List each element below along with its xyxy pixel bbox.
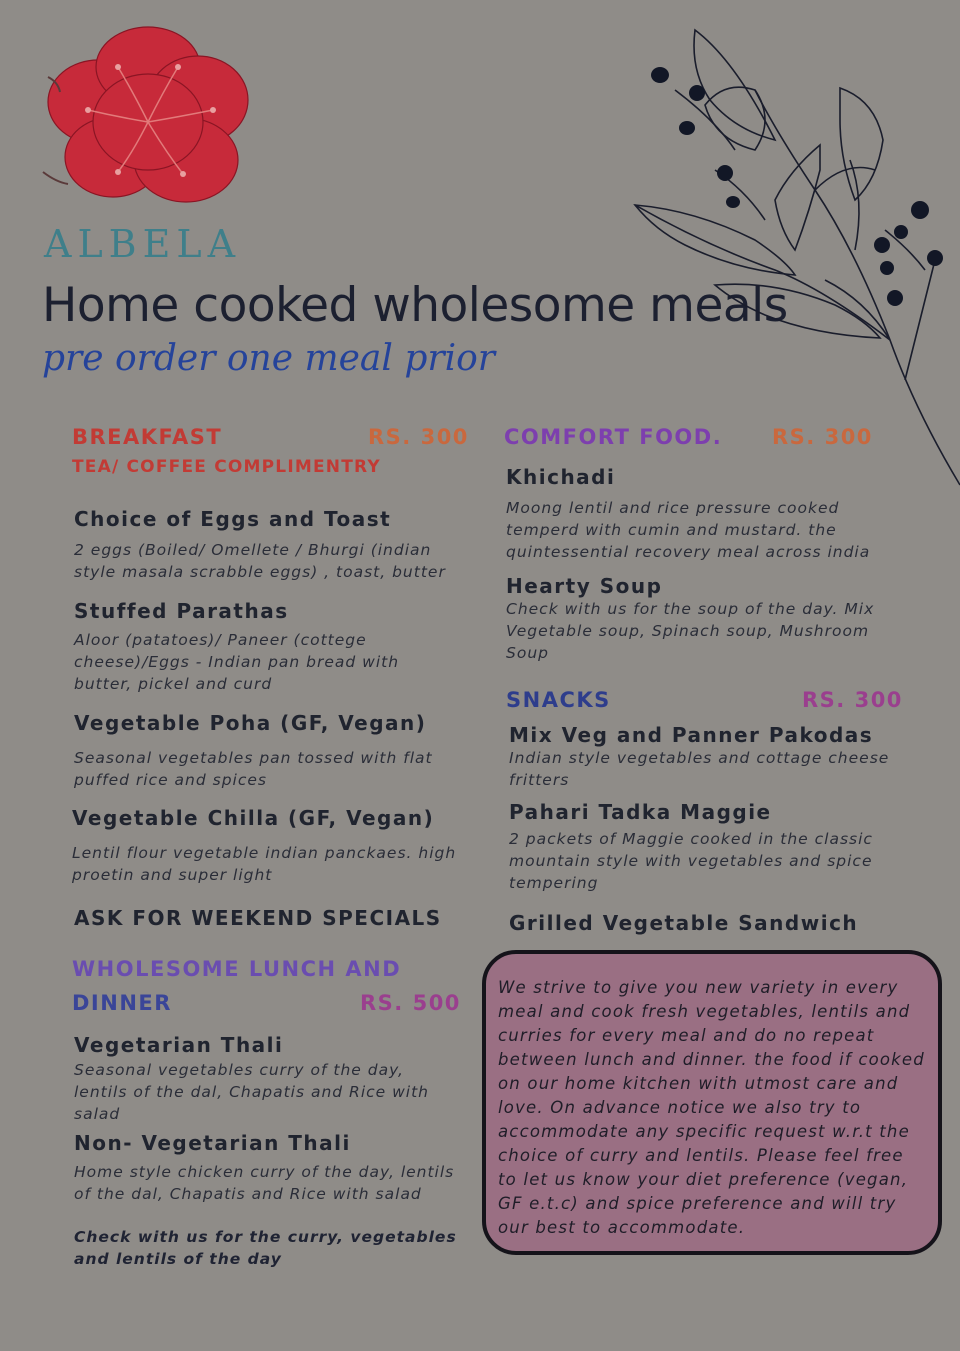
lunch-price: RS. 500 <box>360 991 461 1015</box>
desc-line: mountain style with vegetables and spice <box>509 852 873 870</box>
lunch-note <box>74 1226 474 1270</box>
desc-line: lentils of the dal, Chapatis and Rice with <box>74 1083 429 1101</box>
item-desc <box>74 747 469 791</box>
menu-item-grilled-sandwich: Grilled Vegetable Sandwich <box>509 911 859 935</box>
item-desc <box>509 747 929 791</box>
comfort-price: RS. 300 <box>772 425 873 449</box>
item-name: Pahari Tadka Maggie <box>509 800 772 824</box>
item-desc <box>74 629 469 695</box>
desc-line: quintessential recovery meal across india <box>506 543 871 561</box>
breakfast-price: RS. 300 <box>368 425 469 449</box>
desc-line: Soup <box>506 644 549 662</box>
desc-line: Vegetable soup, Spinach soup, Mushroom <box>506 622 870 640</box>
desc-line: 2 packets of Maggie cooked in the classic <box>509 830 873 848</box>
item-desc <box>72 842 472 886</box>
note-line: meal and cook fresh vegetables, lentils and <box>498 1002 911 1021</box>
item-name: Vegetable Poha (GF, Vegan) <box>74 711 427 735</box>
item-desc <box>74 1059 474 1125</box>
menu-item-vegetable-chilla <box>72 806 472 886</box>
note-line: curries for every meal and do no repeat <box>498 1026 875 1045</box>
desc-line: salad <box>74 1105 121 1123</box>
note-line: on our home kitchen with utmost care and <box>498 1074 899 1093</box>
menu-item-pahari-maggie <box>509 800 929 894</box>
rhododendron-logo-icon <box>38 22 258 217</box>
info-note-box <box>482 950 942 1255</box>
item-name: Non- Vegetarian Thali <box>74 1131 351 1155</box>
comfort-title: COMFORT FOOD. <box>504 425 723 449</box>
desc-line: style masala scrabble eggs) , toast, butter <box>74 563 446 581</box>
snacks-price: RS. 300 <box>802 688 903 712</box>
note-line: between lunch and dinner. the food if cooked <box>498 1050 925 1069</box>
note-text <box>498 976 928 1240</box>
desc-line: proetin and super light <box>72 866 273 884</box>
note-line: We strive to give you new variety in every <box>498 978 899 997</box>
note-line: love. On advance notice we also try to <box>498 1098 862 1117</box>
item-name: Stuffed Parathas <box>74 599 289 623</box>
note-line: and lentils of the day <box>74 1250 282 1268</box>
desc-line: 2 eggs (Boiled/ Omellete / Bhurgi (indian <box>74 541 432 559</box>
desc-line: fritters <box>509 771 570 789</box>
desc-line: Check with us for the soup of the day. Mix <box>506 600 875 618</box>
desc-line: Moong lentil and rice pressure cooked <box>506 499 840 517</box>
item-desc <box>506 497 926 563</box>
lunch-title-line1: WHOLESOME LUNCH AND <box>72 957 402 981</box>
leafy-branch-icon <box>615 20 960 490</box>
menu-item-khichadi <box>506 465 926 563</box>
item-desc <box>74 1161 474 1205</box>
menu-item-pakodas <box>509 723 929 791</box>
desc-line: Indian style vegetables and cottage cheese <box>509 749 890 767</box>
note-line: Check with us for the curry, vegetables <box>74 1228 457 1246</box>
desc-line: Aloor (patatoes)/ Paneer (cottege <box>74 631 367 649</box>
desc-line: cheese)/Eggs - Indian pan bread with <box>74 653 400 671</box>
item-desc <box>509 828 929 894</box>
menu-item-vegetable-poha <box>74 711 469 791</box>
desc-line: tempering <box>509 874 599 892</box>
headline: Home cooked wholesome meals <box>42 278 788 333</box>
note-line: to let us know your diet preference (vegan, <box>498 1170 909 1189</box>
note-line: GF e.t.c) and spice preference and will try <box>498 1194 897 1213</box>
item-desc <box>74 539 469 583</box>
weekend-specials: ASK FOR WEEKEND SPECIALS <box>74 906 442 930</box>
desc-line: puffed rice and spices <box>74 771 267 789</box>
desc-line: temperd with cumin and mustard. the <box>506 521 837 539</box>
item-name: Vegetarian Thali <box>74 1033 284 1057</box>
note-line: accommodate any specific request w.r.t the <box>498 1122 910 1141</box>
desc-line: Seasonal vegetables pan tossed with flat <box>74 749 433 767</box>
menu-item-eggs-toast <box>74 507 469 583</box>
menu-item-vegetarian-thali <box>74 1033 474 1125</box>
brand-name: ALBELA <box>44 222 242 266</box>
item-name: Vegetable Chilla (GF, Vegan) <box>72 806 435 830</box>
item-desc <box>506 598 926 664</box>
lunch-title-line2: DINNER <box>72 991 172 1015</box>
menu-item-hearty-soup <box>506 574 926 664</box>
snacks-title: SNACKS <box>506 688 611 712</box>
menu-item-stuffed-parathas <box>74 599 469 695</box>
item-name: Choice of Eggs and Toast <box>74 507 392 531</box>
breakfast-title: BREAKFAST <box>72 425 223 449</box>
desc-line: of the dal, Chapatis and Rice with salad <box>74 1185 422 1203</box>
menu-item-non-vegetarian-thali <box>74 1131 474 1205</box>
item-name: Hearty Soup <box>506 574 663 598</box>
note-line: choice of curry and lentils. Please feel free <box>498 1146 904 1165</box>
item-name: Khichadi <box>506 465 616 489</box>
desc-line: Home style chicken curry of the day, lentils <box>74 1163 455 1181</box>
note-line: our best to accommodate. <box>498 1218 746 1237</box>
desc-line: butter, pickel and curd <box>74 675 273 693</box>
desc-line: Seasonal vegetables curry of the day, <box>74 1061 404 1079</box>
tagline: pre order one meal prior <box>42 338 496 379</box>
breakfast-subtitle: TEA/ COFFEE COMPLIMENTRY <box>72 457 381 477</box>
desc-line: Lentil flour vegetable indian panckaes. high <box>72 844 457 862</box>
item-name: Mix Veg and Panner Pakodas <box>509 723 874 747</box>
